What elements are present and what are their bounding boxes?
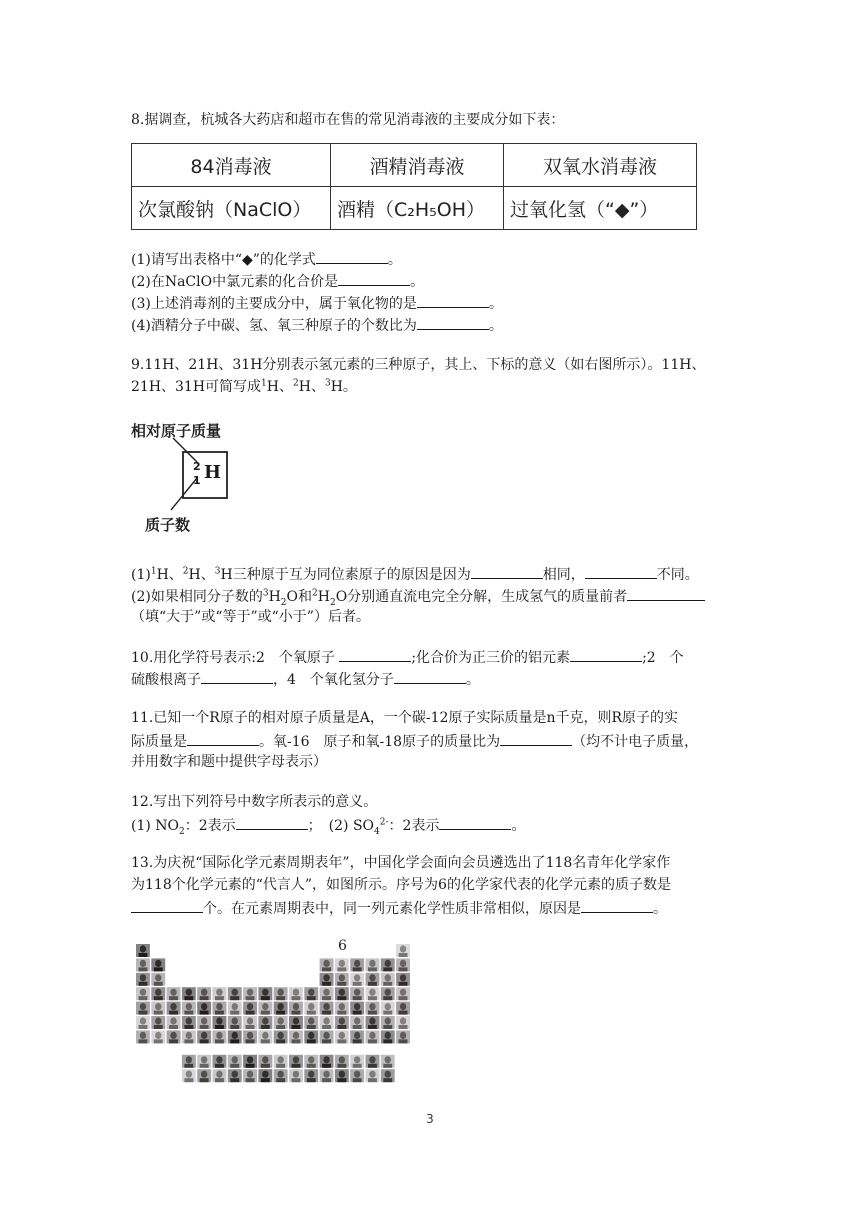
answer-blank[interactable] bbox=[131, 897, 203, 913]
answer-blank[interactable] bbox=[338, 270, 410, 286]
q13-line1: 13.为庆祝“国际化学元素周期表年”，中国化学会面向会员遴选出了118名青年化学家作 bbox=[131, 855, 671, 871]
table-header-cell: 84消毒液 bbox=[132, 144, 331, 187]
q8-sub2: (2)在NaClO中氯元素的化合价是 。 bbox=[131, 270, 424, 292]
answer-blank[interactable] bbox=[394, 668, 466, 684]
q8-stem: 8.据调查，杭城各大药店和超市在售的常见消毒液的主要成分如下表： bbox=[131, 112, 565, 128]
page-number: 3 bbox=[426, 1112, 434, 1126]
q10-line2: 硫酸根离子 ，4 个氧化氢分子 。 bbox=[131, 668, 480, 690]
answer-blank[interactable] bbox=[471, 563, 543, 579]
proton-number: 1 bbox=[193, 474, 201, 487]
disinfectant-table bbox=[131, 143, 697, 230]
table-cell: 过氧化氢（“◆”） bbox=[504, 187, 697, 230]
q9-line1: 9.11H、21H、31H分别表示氢元素的三种原子，其上、下标的意义（如右图所示）。11H、 bbox=[131, 357, 706, 373]
element-symbol: H bbox=[204, 462, 222, 483]
photo-grid-image bbox=[130, 938, 420, 1088]
answer-blank[interactable] bbox=[585, 563, 657, 579]
q9-sub2-line2: （填“大于”或“等于”或“小于”）后者。 bbox=[131, 609, 370, 625]
q8-sub3: (3)上述消毒剂的主要成分中，属于氧化物的是 。 bbox=[131, 292, 503, 314]
answer-blank[interactable] bbox=[581, 897, 653, 913]
q11-line1: 11.已知一个R原子的相对原子质量是A，一个碳-12原子实际质量是n千克，则R原子的实 bbox=[131, 710, 679, 726]
q12-line2: (1) $NO_2$：2表示 ； (2) $SO_4^{2-}$：2表示 。 bbox=[131, 814, 525, 836]
answer-blank[interactable] bbox=[236, 814, 308, 830]
periodic-table-photo-grid bbox=[130, 938, 420, 1088]
table-row bbox=[132, 187, 697, 230]
q8-sub1: (1)请写出表格中“◆”的化学式 。 bbox=[131, 248, 402, 270]
table-cell: 酒精（C₂H₅OH） bbox=[331, 187, 504, 230]
answer-blank[interactable] bbox=[570, 646, 642, 662]
table-row bbox=[132, 144, 697, 187]
q9-sub1: $(1)^1H$、$^2$H、$^3$H三种原于互为同位素原子的原因是因为 相同， 不同。 bbox=[131, 563, 699, 585]
answer-blank[interactable] bbox=[316, 248, 388, 264]
table-header-cell: 双氧水消毒液 bbox=[504, 144, 697, 187]
answer-blank[interactable] bbox=[627, 585, 705, 601]
isotope-notation-diagram bbox=[131, 418, 271, 536]
answer-blank[interactable] bbox=[439, 814, 511, 830]
q12-line1: 12.写出下列符号中数字所表示的意义。 bbox=[131, 794, 378, 810]
q11-line3: 并用数字和题中提供字母表示） bbox=[131, 754, 327, 770]
relative-atomic-mass-label: 相对原子质量 bbox=[131, 422, 222, 440]
element-6-label: 6 bbox=[338, 938, 347, 954]
q9-line2: 21H、31H可简写成$^1$H、$^2$H、$^3$H。 bbox=[131, 378, 357, 395]
answer-blank[interactable] bbox=[339, 646, 411, 662]
q10-line1: 10.用化学符号表示:2 个氧原子 ;化合价为正三价的铝元素 ;2 个 bbox=[131, 646, 684, 668]
q13-line2: 为118个化学元素的“代言人”，如图所示。序号为6的化学家代表的化学元素的质子数是 bbox=[131, 877, 671, 893]
table-header-cell: 酒精消毒液 bbox=[331, 144, 504, 187]
q13-line3: 个。在元素周期表中，同一列元素化学性质非常相似，原因是 。 bbox=[131, 897, 667, 919]
table-cell: 次氯酸钠（NaClO） bbox=[132, 187, 331, 230]
answer-blank[interactable] bbox=[417, 314, 489, 330]
q9-sub2: (2)如果相同分子数的$^3H_2O$和$^2H_2O$分别通直流电完全分解，生成氢气的质量前者 bbox=[131, 585, 705, 607]
answer-blank[interactable] bbox=[201, 668, 273, 684]
answer-blank[interactable] bbox=[417, 292, 489, 308]
answer-blank[interactable] bbox=[187, 730, 259, 746]
mass-number: 2 bbox=[193, 460, 201, 473]
answer-blank[interactable] bbox=[500, 730, 572, 746]
proton-count-label: 质子数 bbox=[145, 516, 191, 534]
q11-line2: 际质量是 。氧-16 原子和氧-18原子的质量比为 （均不计电子质量， bbox=[131, 730, 698, 752]
q8-sub4: (4)酒精分子中碳、氢、氧三种原子的个数比为 。 bbox=[131, 314, 503, 336]
